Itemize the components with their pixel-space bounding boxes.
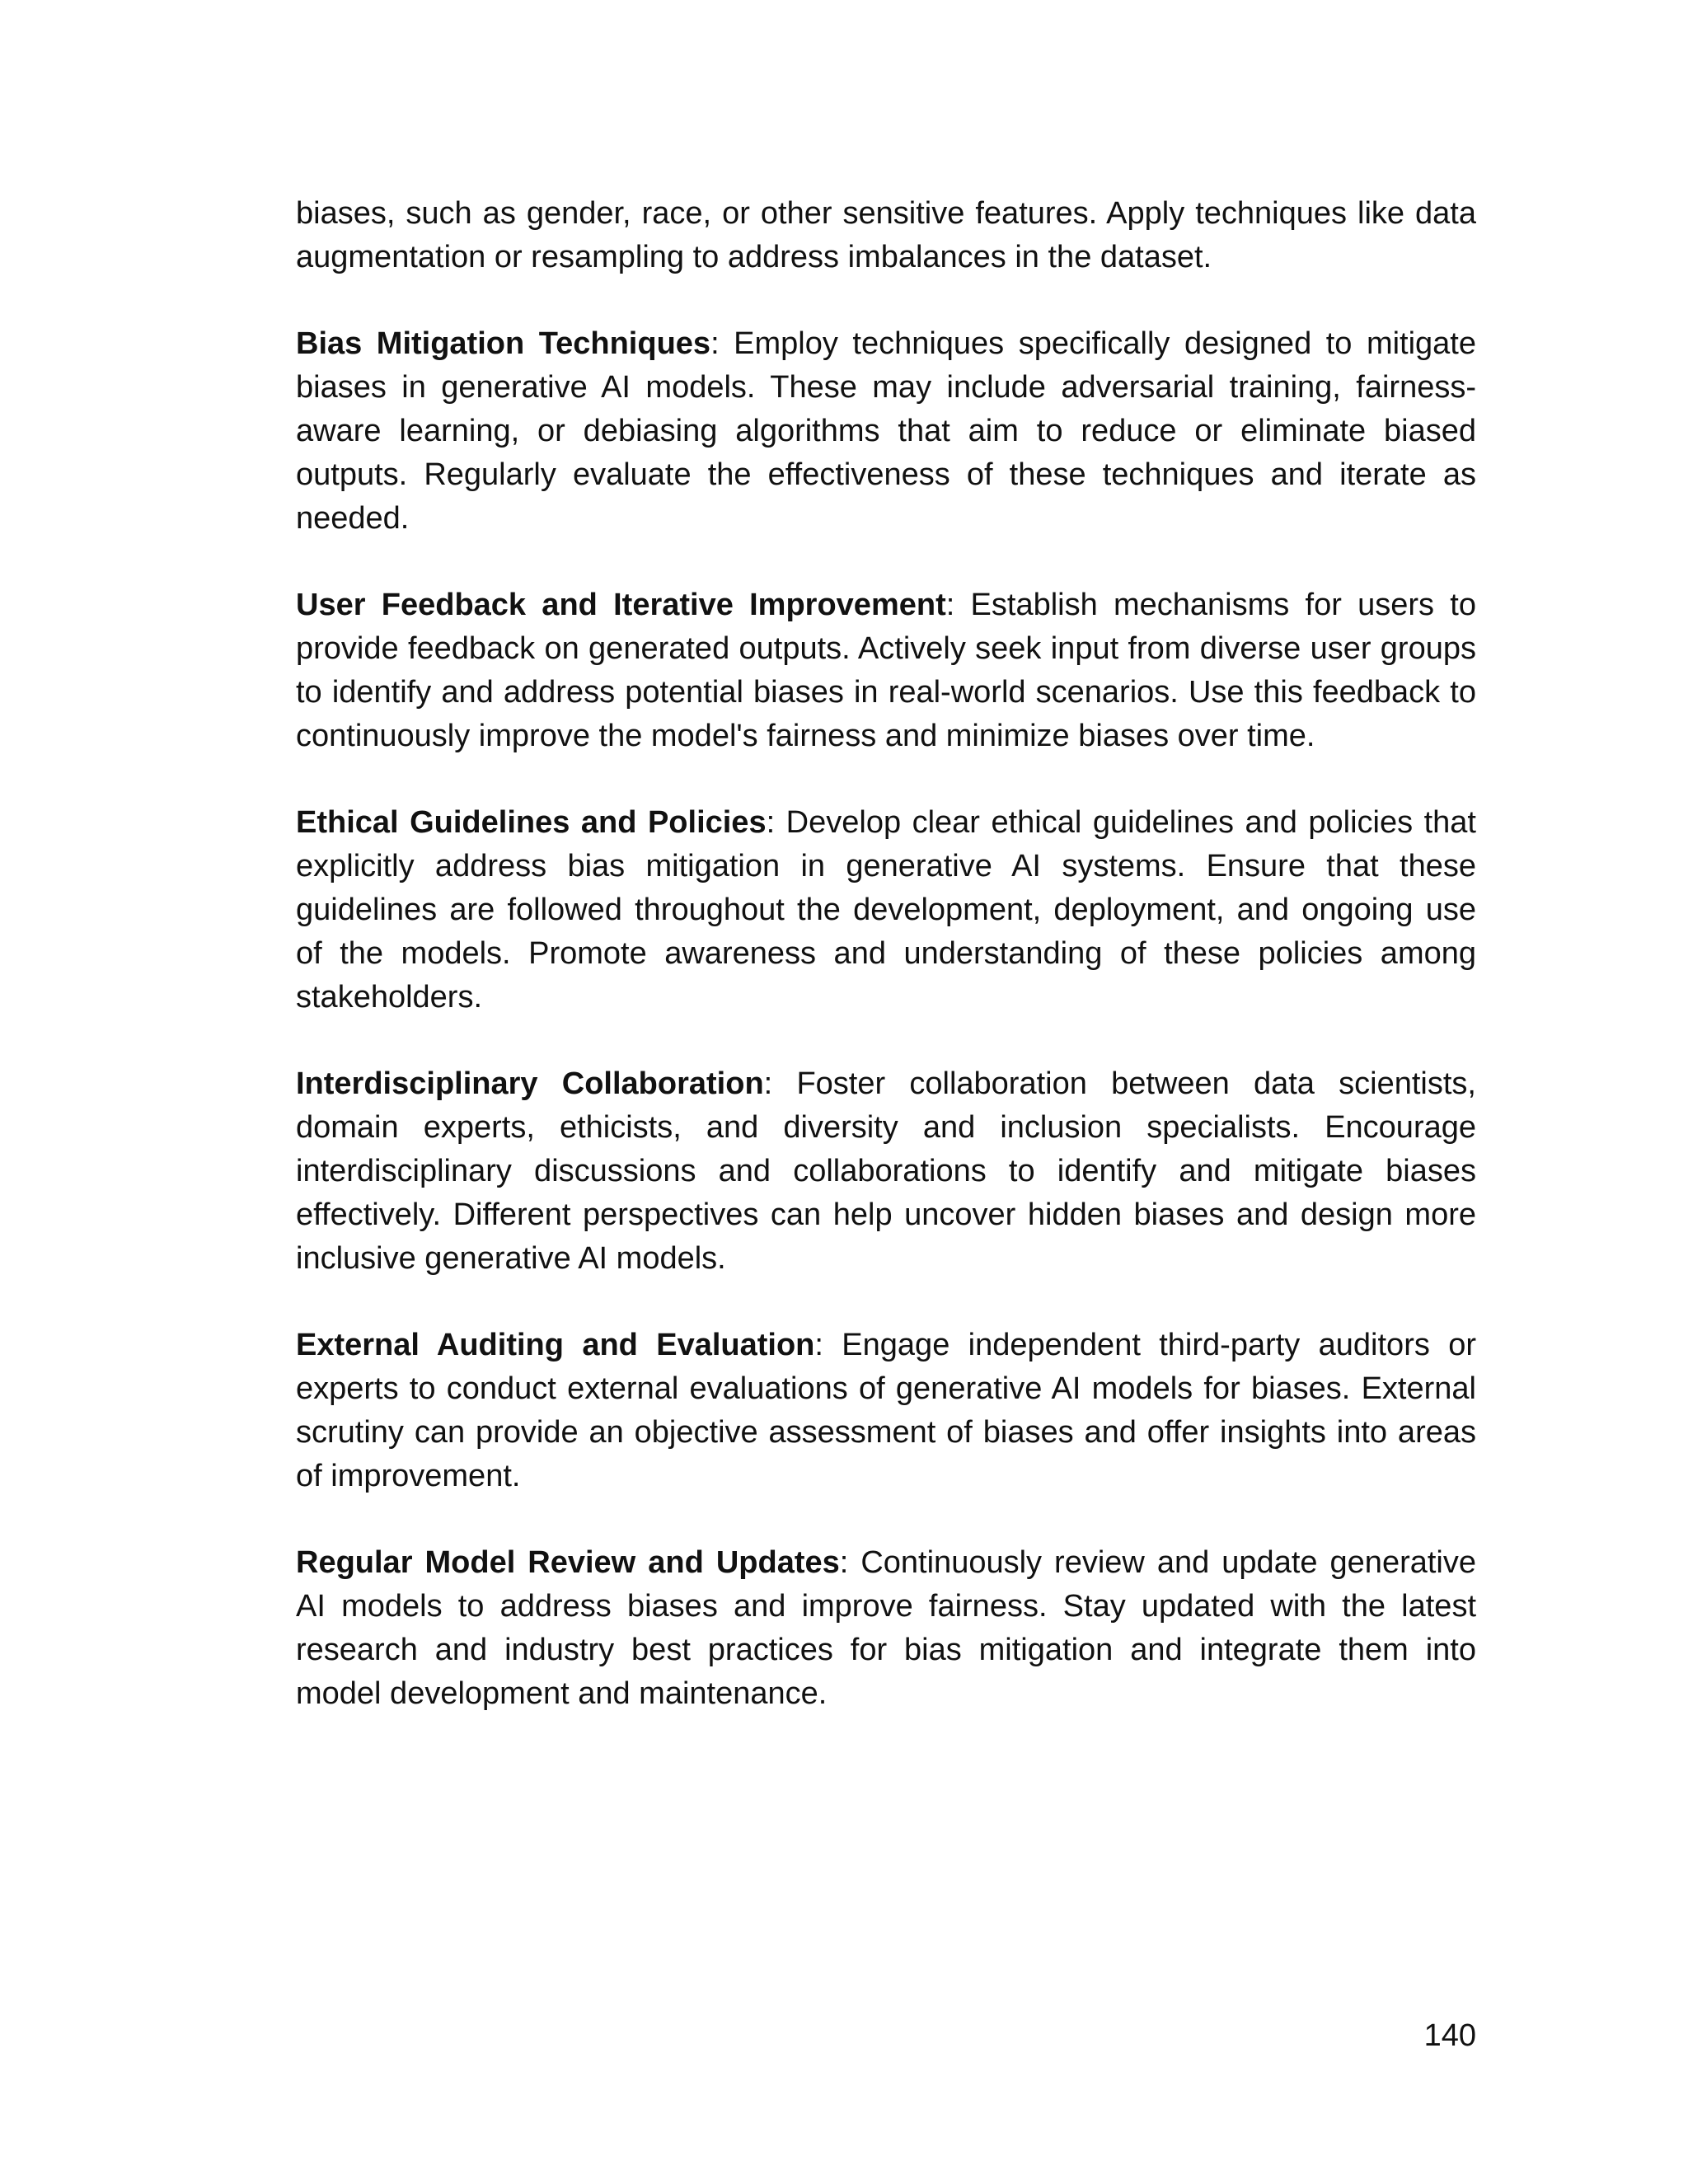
section-term: Bias Mitigation Techniques [296, 326, 711, 361]
section-separator: : [766, 805, 776, 840]
section-term: Ethical Guidelines and Policies [296, 805, 767, 840]
section-term: Regular Model Review and Updates [296, 1545, 840, 1580]
section-separator: : [814, 1328, 823, 1362]
section-bias-mitigation-techniques [296, 322, 1476, 541]
page-content [296, 192, 1476, 1759]
section-separator: : [763, 1066, 773, 1101]
section-text: Employ techniques specifically designed to mitigate biases in generative AI models. These may include adversarial training, fairness-aware learning, or debiasing algorithms that aim to reduce or eliminate biased outputs. Regularly evaluate the effectiveness of these techniques and iterate as needed. [296, 326, 1476, 536]
section-user-feedback [296, 583, 1476, 758]
section-ethical-guidelines [296, 801, 1476, 1019]
section-text: Engage independent third-party auditors or experts to conduct external evaluations of generative AI models for biases. External scrutiny can provide an objective assessment of biases and offer insights into areas of improvement. [296, 1328, 1476, 1493]
section-text: Continuously review and update generative AI models to address biases and improve fairness. Stay updated with the latest research and industry best practices for bias mitigation and integrate them into model development and maintenance. [296, 1545, 1476, 1711]
section-term: User Feedback and Iterative Improvement [296, 588, 946, 622]
section-separator: : [945, 588, 955, 622]
intro-paragraph: biases, such as gender, race, or other sensitive features. Apply techniques like data augmentation or resampling to address imbalances in the dataset. [296, 196, 1476, 274]
section-separator: : [839, 1545, 849, 1580]
section-external-auditing [296, 1324, 1476, 1498]
section-separator: : [710, 326, 720, 361]
section-text: Establish mechanisms for users to provide feedback on generated outputs. Actively seek input from diverse user groups to identify and address potential biases in real-world scenarios. Use this feedback to continuously improve the model's fairness and minimize biases over time. [296, 588, 1476, 753]
section-text: Foster collaboration between data scientists, domain experts, ethicists, and diversity and inclusion specialists. Encourage interdisciplinary discussions and collaborations to identify and mitigate biases effectively. Different perspectives can help uncover hidden biases and design more inclusive generative AI models. [296, 1066, 1476, 1276]
section-term: Interdisciplinary Collaboration [296, 1066, 764, 1101]
section-regular-model-review [296, 1541, 1476, 1716]
section-text: Develop clear ethical guidelines and policies that explicitly address bias mitigation in generative AI systems. Ensure that these guidelines are followed throughout the development, deployment, and ongoing use of the models. Promote awareness and understanding of these policies among stakeholders. [296, 805, 1476, 1015]
section-term: External Auditing and Evaluation [296, 1328, 815, 1362]
section-interdisciplinary-collaboration [296, 1062, 1476, 1281]
page-number: 140 [1423, 2018, 1476, 2053]
